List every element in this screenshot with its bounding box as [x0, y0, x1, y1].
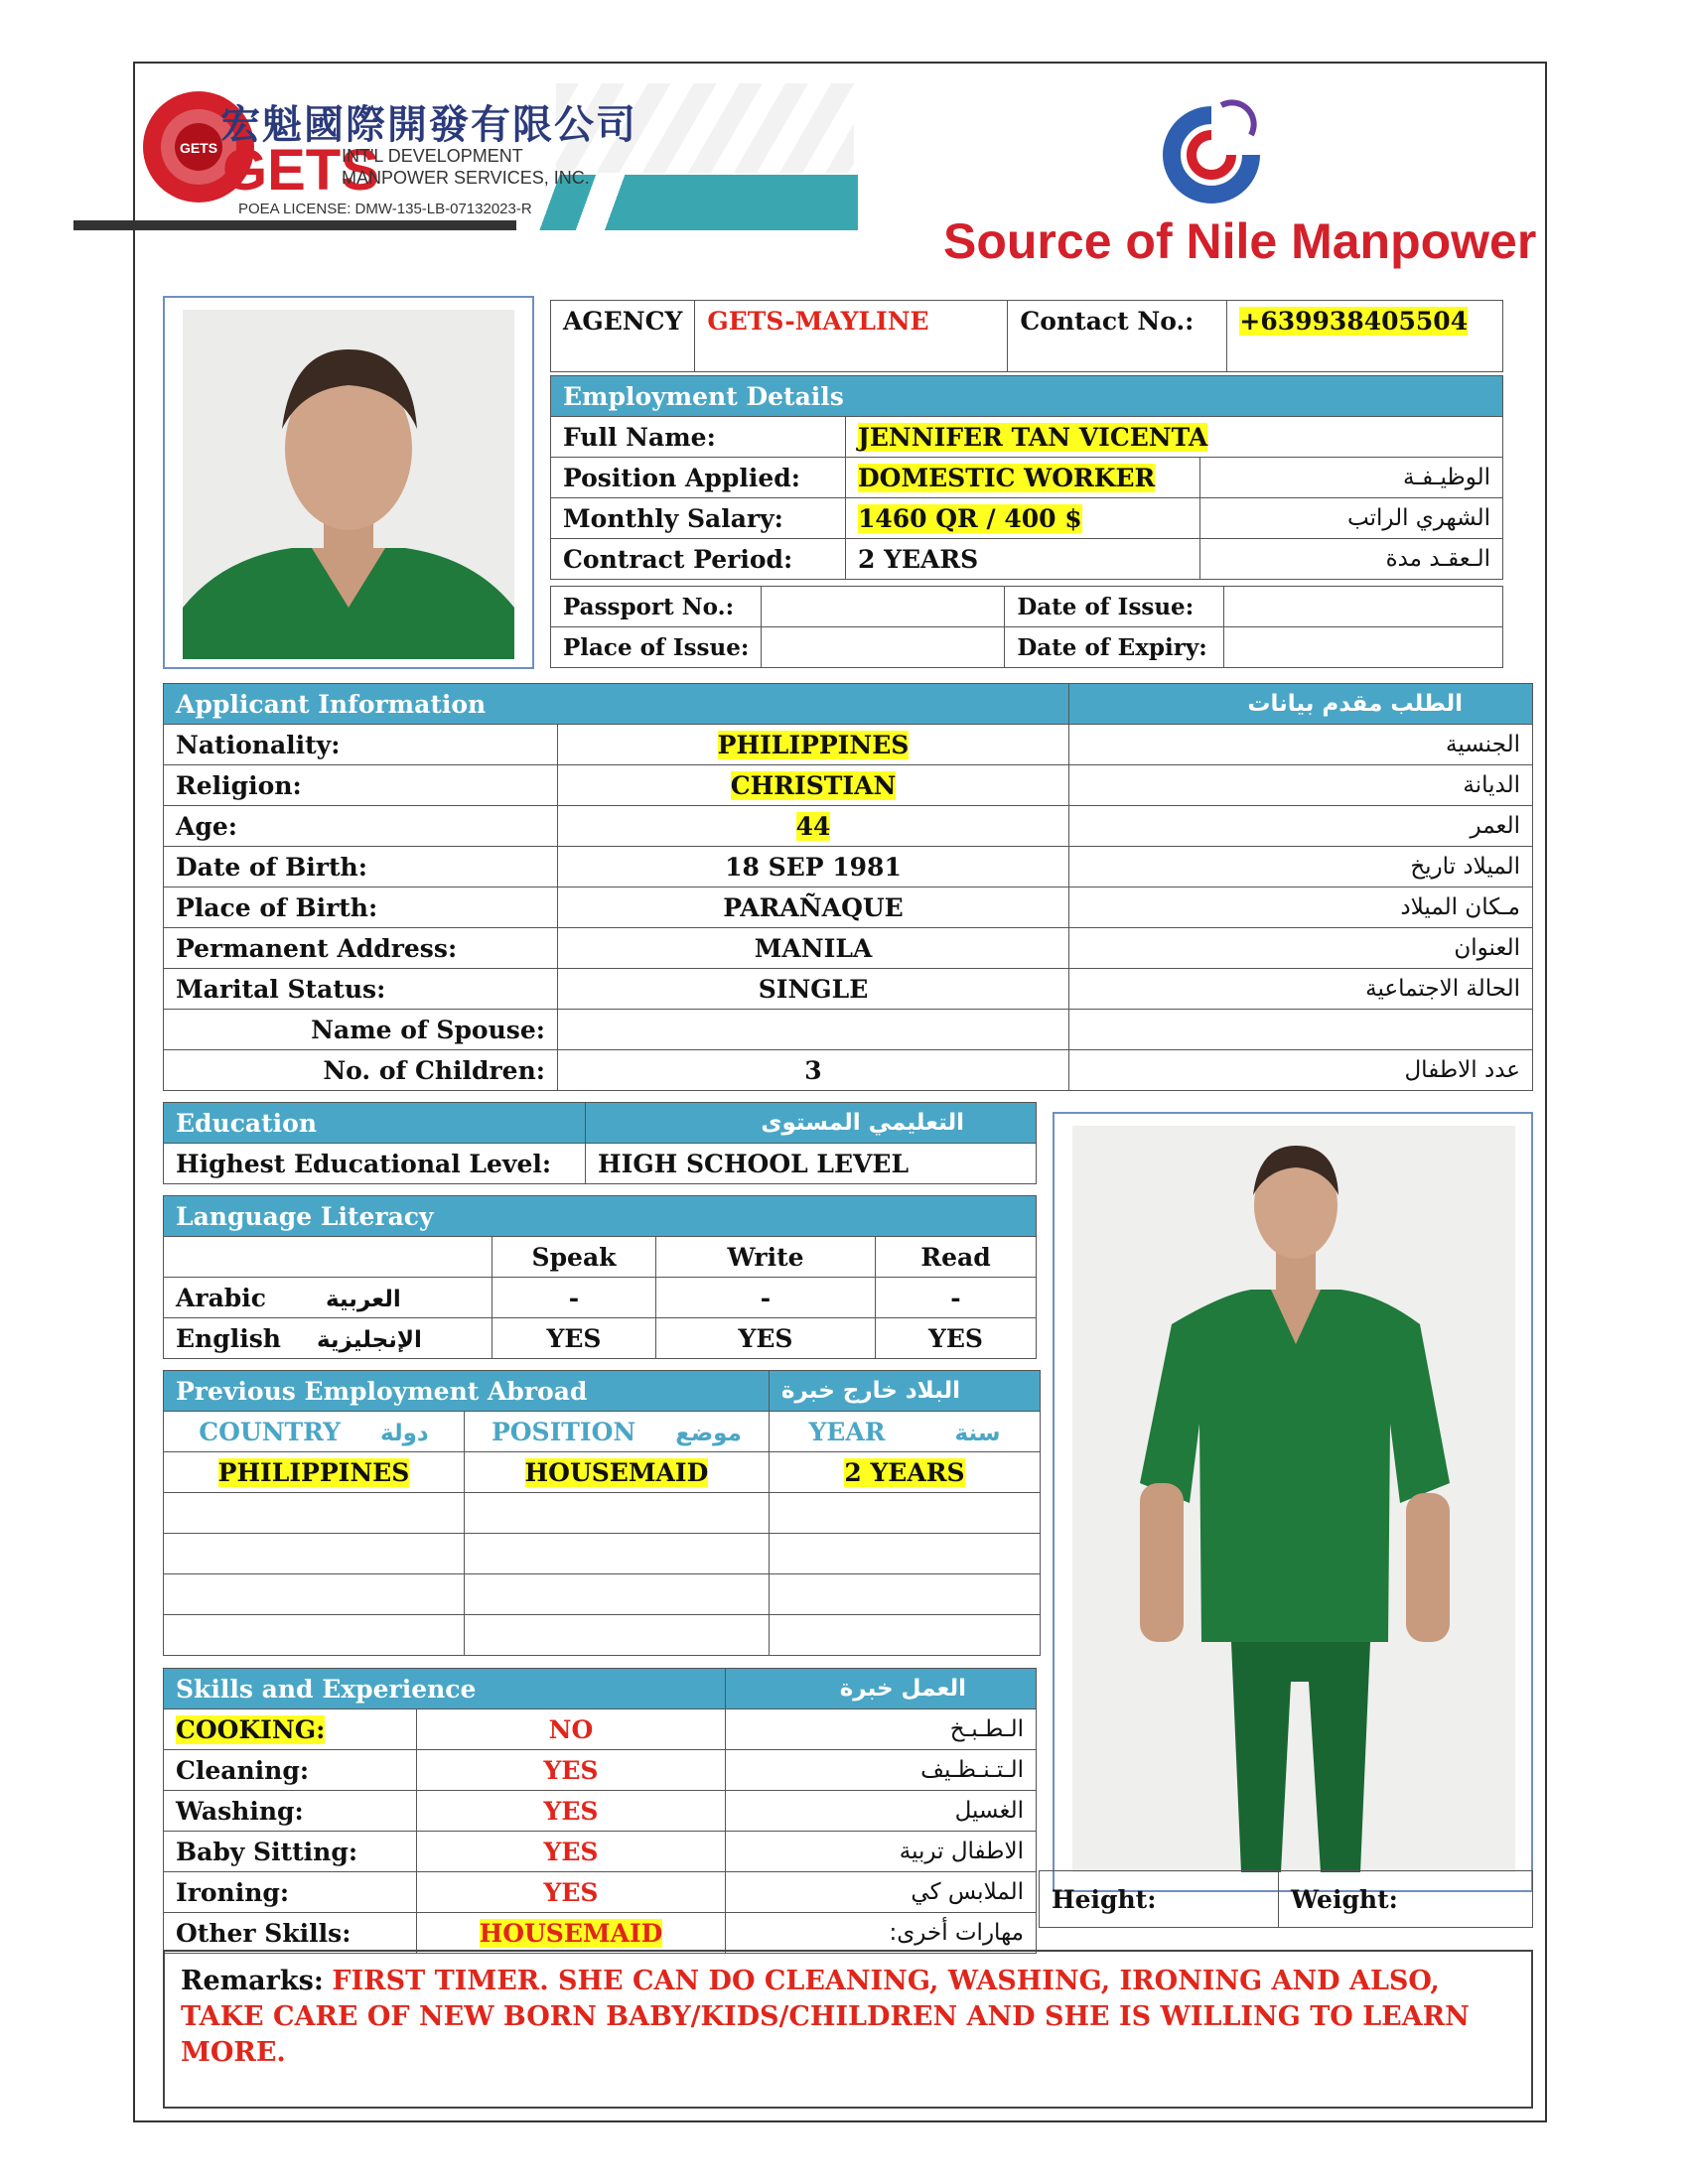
employment-table — [550, 375, 1503, 580]
arabic-language-cell — [164, 1278, 492, 1318]
applicant-header-arabic: الطلب مقدم بيانات — [1069, 684, 1533, 725]
applicant-portrait-photo — [163, 296, 534, 669]
portrait-figure — [183, 310, 514, 659]
skills-header: Skills and Experience — [164, 1669, 726, 1709]
education-table — [163, 1102, 1037, 1184]
skill-value-cell — [417, 1913, 726, 1954]
applicant-field-label: Marital Status: — [164, 969, 558, 1010]
gets-chinese-name: 宏魁國際開發有限公司 — [220, 102, 637, 148]
table-cell — [164, 1574, 465, 1615]
nile-title: Source of Nile Manpower — [943, 213, 1537, 269]
applicant-table — [163, 683, 1533, 1091]
agency-value: GETS-MAYLINE — [695, 301, 1008, 372]
remarks-box — [163, 1950, 1533, 2109]
applicant-row — [164, 887, 1533, 928]
applicant-row — [164, 806, 1533, 847]
applicant-field-arabic: الديانة — [1069, 765, 1533, 806]
arabic-speak: - — [492, 1278, 656, 1318]
agency-table — [550, 300, 1503, 372]
skill-row — [164, 1750, 1037, 1791]
applicant-field-arabic: عدد الاطفال — [1069, 1050, 1533, 1091]
skill-arabic: الغسيل — [726, 1791, 1037, 1832]
applicant-field-value — [558, 806, 1069, 847]
remarks-label: Remarks: — [181, 1966, 324, 1996]
previous-header-arabic: البلاد خارج خبرة — [769, 1371, 1040, 1412]
prev-country-value: PHILIPPINES — [217, 1457, 410, 1487]
applicant-field-value — [558, 1050, 1069, 1091]
position-cell — [846, 458, 1200, 498]
prev-country-cell — [164, 1452, 465, 1493]
skill-row — [164, 1832, 1037, 1872]
table-cell — [464, 1615, 769, 1656]
country-header — [164, 1412, 465, 1452]
applicant-field-text: 18 SEP 1981 — [725, 852, 902, 882]
applicant-field-arabic: الحالة الاجتماعية — [1069, 969, 1533, 1010]
previous-header: Previous Employment Abroad — [164, 1371, 770, 1412]
skill-arabic: الـطـبـخ — [726, 1709, 1037, 1750]
education-level-value: HIGH SCHOOL LEVEL — [586, 1144, 1037, 1184]
prev-year-value: 2 YEARS — [844, 1457, 965, 1487]
language-corner — [164, 1237, 492, 1278]
salary-cell — [846, 498, 1200, 539]
skill-label-cell — [164, 1791, 417, 1832]
gets-license: POEA LICENSE: DMW-135-LB-07132023-R — [238, 201, 532, 217]
skill-value: YES — [543, 1877, 599, 1907]
skill-arabic: الملابس كي — [726, 1872, 1037, 1913]
skill-arabic: الاطفال تربية — [726, 1832, 1037, 1872]
table-cell — [769, 1493, 1040, 1534]
gets-subtitle — [342, 145, 590, 189]
applicant-field-arabic: مـكان الميلاد — [1069, 887, 1533, 928]
applicant-field-label: Place of Birth: — [164, 887, 558, 928]
language-table — [163, 1195, 1037, 1359]
passport-table — [550, 586, 1503, 668]
applicant-field-arabic: الجنسية — [1069, 725, 1533, 765]
table-cell — [769, 1534, 1040, 1574]
full-name-cell — [846, 417, 1503, 458]
skill-value-cell — [417, 1750, 726, 1791]
skill-label: COOKING: — [176, 1714, 326, 1744]
remarks-text: FIRST TIMER. SHE CAN DO CLEANING, WASHING, IRONING AND ALSO, TAKE CARE OF NEW BORN BABY/KIDS/CHILDREN AND SHE IS WILLING TO LEARN MORE. — [181, 1966, 1470, 2068]
place-issue-value — [762, 627, 1005, 668]
nile-logo-icon — [1152, 95, 1271, 205]
education-level-label: Highest Educational Level: — [164, 1144, 586, 1184]
applicant-field-text: PARAÑAQUE — [723, 892, 904, 922]
education-header: Education — [164, 1103, 586, 1144]
expiry-date-value — [1224, 627, 1503, 668]
issue-date-value — [1224, 587, 1503, 627]
skill-label: Ironing: — [176, 1877, 290, 1907]
applicant-row — [164, 928, 1533, 969]
applicant-field-arabic — [1069, 1010, 1533, 1050]
svg-text:GETS: GETS — [179, 140, 218, 156]
height-weight-table — [1039, 1870, 1533, 1928]
applicant-row — [164, 847, 1533, 887]
applicant-field-text: SINGLE — [758, 974, 869, 1004]
full-name-label: Full Name: — [551, 417, 846, 458]
skill-label: Cleaning: — [176, 1755, 310, 1785]
skill-value-cell — [417, 1872, 726, 1913]
contract-arabic: الـعقـد مدة — [1200, 539, 1503, 580]
skill-value-cell — [417, 1832, 726, 1872]
full-body-background — [1072, 1126, 1515, 1872]
write-header: Write — [656, 1237, 876, 1278]
skill-label-cell — [164, 1750, 417, 1791]
passport-value — [762, 587, 1005, 627]
table-cell — [464, 1534, 769, 1574]
contact-label: Contact No.: — [1008, 301, 1227, 372]
applicant-field-value — [558, 847, 1069, 887]
applicant-field-text: 44 — [795, 811, 831, 841]
applicant-field-text: 3 — [804, 1055, 822, 1085]
applicant-field-text: MANILA — [754, 933, 873, 963]
prev-position-value: HOUSEMAID — [524, 1457, 709, 1487]
education-header-arabic: التعليمي المستوى — [586, 1103, 1037, 1144]
prev-year-cell — [769, 1452, 1040, 1493]
read-header: Read — [876, 1237, 1037, 1278]
previous-employment-table — [163, 1370, 1041, 1656]
skill-label-cell — [164, 1872, 417, 1913]
skills-header-arabic: العمل خبرة — [726, 1669, 1037, 1709]
position-header-arabic: موضع — [675, 1420, 742, 1446]
gets-name: GETS — [222, 138, 379, 203]
skill-value: NO — [548, 1714, 594, 1744]
applicant-row — [164, 969, 1533, 1010]
height-label: Height: — [1040, 1871, 1279, 1928]
skill-label: Other Skills: — [176, 1918, 352, 1948]
issue-date-label: Date of Issue: — [1005, 587, 1224, 627]
applicant-field-label: Religion: — [164, 765, 558, 806]
applicant-field-value — [558, 1010, 1069, 1050]
applicant-field-arabic: العمر — [1069, 806, 1533, 847]
applicant-field-value — [558, 969, 1069, 1010]
skill-row — [164, 1913, 1037, 1954]
year-header — [769, 1412, 1040, 1452]
applicant-field-label: Date of Birth: — [164, 847, 558, 887]
skill-label-cell — [164, 1832, 417, 1872]
contact-cell — [1227, 301, 1503, 372]
weight-label: Weight: — [1279, 1871, 1533, 1928]
year-header-label: YEAR — [808, 1417, 886, 1446]
table-cell — [464, 1493, 769, 1534]
language-header: Language Literacy — [164, 1196, 1037, 1237]
applicant-field-arabic: العنوان — [1069, 928, 1533, 969]
position-arabic: الوظيـفـة — [1200, 458, 1503, 498]
table-cell — [164, 1615, 465, 1656]
salary-value: 1460 QR / 400 $ — [858, 503, 1082, 533]
skill-value-cell — [417, 1709, 726, 1750]
skill-value: YES — [543, 1755, 599, 1785]
salary-label: Monthly Salary: — [551, 498, 846, 539]
skill-arabic: الـتـنـظـيف — [726, 1750, 1037, 1791]
place-issue-label: Place of Issue: — [551, 627, 762, 668]
english-read: YES — [876, 1318, 1037, 1359]
arabic-language-name: Arabic — [176, 1283, 266, 1312]
country-header-label: COUNTRY — [199, 1417, 342, 1446]
applicant-field-value — [558, 887, 1069, 928]
contract-label: Contract Period: — [551, 539, 846, 580]
applicant-field-text: PHILIPPINES — [717, 730, 910, 759]
skill-label-cell — [164, 1913, 417, 1954]
gets-subtitle-line1: INT'L DEVELOPMENT — [342, 146, 523, 166]
skill-row — [164, 1872, 1037, 1913]
year-header-arabic: سنة — [954, 1420, 1001, 1446]
english-speak: YES — [492, 1318, 656, 1359]
employment-header: Employment Details — [551, 376, 1503, 417]
english-language-arabic: الإنجليزية — [316, 1326, 422, 1353]
skill-label: Baby Sitting: — [176, 1837, 358, 1866]
contract-value: 2 YEARS — [846, 539, 1200, 580]
applicant-field-value — [558, 765, 1069, 806]
position-label: Position Applied: — [551, 458, 846, 498]
gets-subtitle-line2: MANPOWER SERVICES, INC. — [342, 168, 590, 188]
country-header-arabic: دولة — [380, 1420, 429, 1446]
skill-arabic: مهارات أخرى: — [726, 1913, 1037, 1954]
position-value: DOMESTIC WORKER — [858, 463, 1156, 492]
full-name-value: JENNIFER TAN VICENTA — [858, 422, 1208, 452]
table-cell — [164, 1534, 465, 1574]
table-cell — [464, 1574, 769, 1615]
applicant-field-text: CHRISTIAN — [730, 770, 897, 800]
applicant-field-label: No. of Children: — [164, 1050, 558, 1091]
applicant-field-label: Nationality: — [164, 725, 558, 765]
applicant-field-arabic: الميلاد تاريخ — [1069, 847, 1533, 887]
applicant-row — [164, 765, 1533, 806]
skill-value: YES — [543, 1796, 599, 1826]
skill-row — [164, 1791, 1037, 1832]
applicant-full-body-photo — [1053, 1112, 1533, 1892]
salary-arabic: الشهري الراتب — [1200, 498, 1503, 539]
english-write: YES — [656, 1318, 876, 1359]
portrait-background — [183, 310, 514, 659]
skills-table — [163, 1668, 1037, 1954]
applicant-header: Applicant Information — [164, 684, 1069, 725]
skill-value: YES — [543, 1837, 599, 1866]
english-language-cell — [164, 1318, 492, 1359]
prev-position-cell — [464, 1452, 769, 1493]
arabic-write: - — [656, 1278, 876, 1318]
arabic-language-arabic: العربية — [325, 1286, 401, 1312]
applicant-row — [164, 725, 1533, 765]
table-cell — [164, 1493, 465, 1534]
applicant-field-value — [558, 928, 1069, 969]
applicant-row — [164, 1050, 1533, 1091]
passport-label: Passport No.: — [551, 587, 762, 627]
table-cell — [769, 1615, 1040, 1656]
skill-label: Washing: — [176, 1796, 304, 1826]
expiry-date-label: Date of Expiry: — [1005, 627, 1224, 668]
position-header — [464, 1412, 769, 1452]
agency-label: AGENCY — [551, 301, 695, 372]
full-body-figure — [1072, 1126, 1515, 1872]
arabic-read: - — [876, 1278, 1037, 1318]
applicant-field-label: Permanent Address: — [164, 928, 558, 969]
contact-value: +639938405504 — [1239, 307, 1469, 336]
position-header-label: POSITION — [491, 1417, 636, 1446]
skill-row — [164, 1709, 1037, 1750]
speak-header: Speak — [492, 1237, 656, 1278]
applicant-field-value — [558, 725, 1069, 765]
applicant-field-label: Name of Spouse: — [164, 1010, 558, 1050]
applicant-row — [164, 1010, 1533, 1050]
table-cell — [769, 1574, 1040, 1615]
skill-value: HOUSEMAID — [479, 1918, 663, 1948]
english-language-name: English — [176, 1323, 281, 1353]
skill-label-cell — [164, 1709, 417, 1750]
skill-value-cell — [417, 1791, 726, 1832]
applicant-field-label: Age: — [164, 806, 558, 847]
